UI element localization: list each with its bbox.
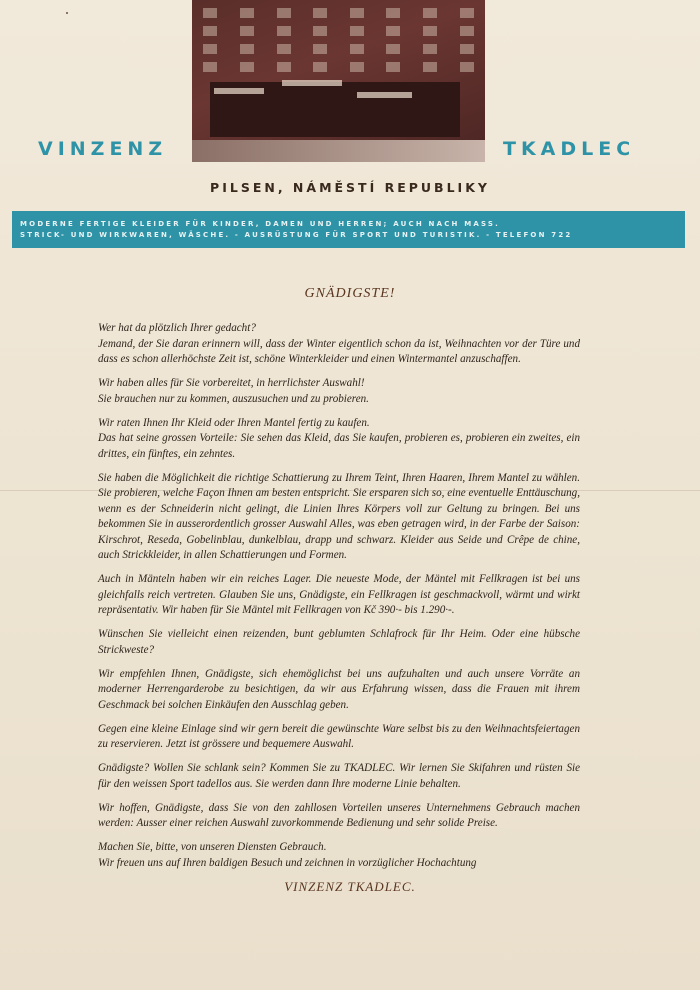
- letter-paragraph: [98, 416, 580, 463]
- letter-paragraph: [98, 321, 580, 368]
- letter-paragraph: [98, 761, 580, 792]
- paragraph-line: Wir empfehlen Ihnen, Gnädigste, sich ehemöglichst bei uns aufzuhalten und auch unsere Vorräte an moderner Herrengarderobe zu besichtigen, da wir aus Erfahrung wissen, dass die Frauen mit ihrem Geschmack bei solchen Einkäufen den Ausschlag geben.: [98, 667, 580, 711]
- paragraph-line: Wir freuen uns auf Ihren baldigen Besuch und zeichnen in vorzüglicher Hochachtung: [98, 856, 477, 869]
- paragraph-line: Wir hoffen, Gnädigste, dass Sie von den zahllosen Vorteilen unseres Unternehmens Gebrauch machen werden: Ausser einer reichen Auswahl zuvorkommende Bedienung und sehr solide Preise.: [98, 801, 580, 829]
- letter-paragraph: [98, 572, 580, 619]
- services-band: [12, 211, 685, 248]
- paragraph-line: Auch in Mänteln haben wir ein reiches Lager. Die neueste Mode, der Mäntel mit Fellkragen ist bei uns gleichfalls reich vertreten. Glauben Sie uns, Gnädigste, ein Fellkragen ist geschmackvoll, wärmt und wirkt repräsentativ. Wir haben für Sie Mäntel mit Fellkragen von Kč 390·- bis 1.290·-.: [98, 573, 580, 616]
- storefront-photo: [192, 0, 485, 162]
- letter-paragraph: [98, 627, 580, 658]
- shop-address: PILSEN, NÁMĚSTÍ REPUBLIKY: [210, 180, 490, 195]
- paragraph-line: Jemand, der Sie daran erinnern will, dass der Winter eigentlich schon da ist, Weihnachten vor der Türe und dass es schon allerhöchste Zeit ist, schöne Winterkleider und einen Wintermantel anzuschaffen.: [98, 337, 580, 365]
- letter-body: [98, 321, 580, 880]
- letter-paragraph: [98, 840, 580, 871]
- letter-paragraph: [98, 722, 580, 753]
- paper-speck: [66, 12, 68, 14]
- paragraph-line: Sie haben die Möglichkeit die richtige Schattierung zu Ihrem Teint, Ihren Haaren, Ihrem Mantel zu wählen. Sie probieren, welche Façon Ihnen am besten entspricht. Sie ersparen sich so, eine eventuelle Enttäuschung, wenn es der Schneiderin nicht gelingt, die Linien Ihres Körpers voll zur Geltung zu bringen. Bei uns bekommen Sie in ausserordentlich grosser Auswahl Alles, was eben getragen wird, in der Farbe der Saison: Kirschrot, Reseda, Gobelinblau, dunkelblau, drapp und schwarz. Kleider aus Seide und Crêpe de chine, auch Strickkleider, in allen Schattierungen und Formen.: [98, 471, 580, 561]
- paragraph-line: Gnädigste? Wollen Sie schlank sein? Kommen Sie zu TKADLEC. Wir lernen Sie Skifahren und rüsten Sie für den weissen Sport tadellos aus. Sie werden dann Ihre moderne Linie behalten.: [98, 762, 580, 790]
- paragraph-line: Wir haben alles für Sie vorbereitet, in herrlichster Auswahl!: [98, 377, 365, 389]
- brand-name-left: VINZENZ: [38, 138, 168, 160]
- signature: VINZENZ TKADLEC.: [284, 879, 416, 894]
- paragraph-line: Wünschen Sie vielleicht einen reizenden, bunt geblumten Schlafrock für Ihr Heim. Oder eine hübsche Strickweste?: [98, 628, 580, 656]
- paragraph-line: Wir raten Ihnen Ihr Kleid oder Ihren Mantel fertig zu kaufen.: [98, 416, 370, 429]
- salutation: GNÄDIGSTE!: [304, 286, 396, 301]
- services-line-1: MODERNE FERTIGE KLEIDER FÜR KINDER, DAMEN UND HERREN; AUCH NACH MASS.: [20, 220, 501, 228]
- paragraph-line: Gegen eine kleine Einlage sind wir gern bereit die gewünschte Ware selbst bis zu den Weihnachtsfeiertagen zu reservieren. Jetzt ist grössere und bequemere Auswahl.: [98, 722, 580, 750]
- letter-paragraph: [98, 801, 580, 832]
- paragraph-line: Sie brauchen nur zu kommen, auszusuchen und zu probieren.: [98, 392, 369, 405]
- paragraph-line: Machen Sie, bitte, von unseren Diensten Gebrauch.: [98, 841, 327, 853]
- paragraph-line: Wer hat da plötzlich Ihrer gedacht?: [98, 322, 256, 334]
- services-line-2: STRICK- UND WIRKWAREN, WÄSCHE. - AUSRÜSTUNG FÜR SPORT UND TURISTIK. - TELEFON 722: [20, 231, 573, 239]
- paragraph-line: Das hat seine grossen Vorteile: Sie sehen das Kleid, das Sie kaufen, probieren es, probieren ein zweites, ein drittes, ein fünftes, ein zehntes.: [98, 432, 580, 460]
- letter-paragraph: [98, 667, 580, 714]
- letter-paragraph: [98, 471, 580, 564]
- brand-name-right: TKADLEC: [503, 138, 636, 160]
- letter-paragraph: [98, 376, 580, 407]
